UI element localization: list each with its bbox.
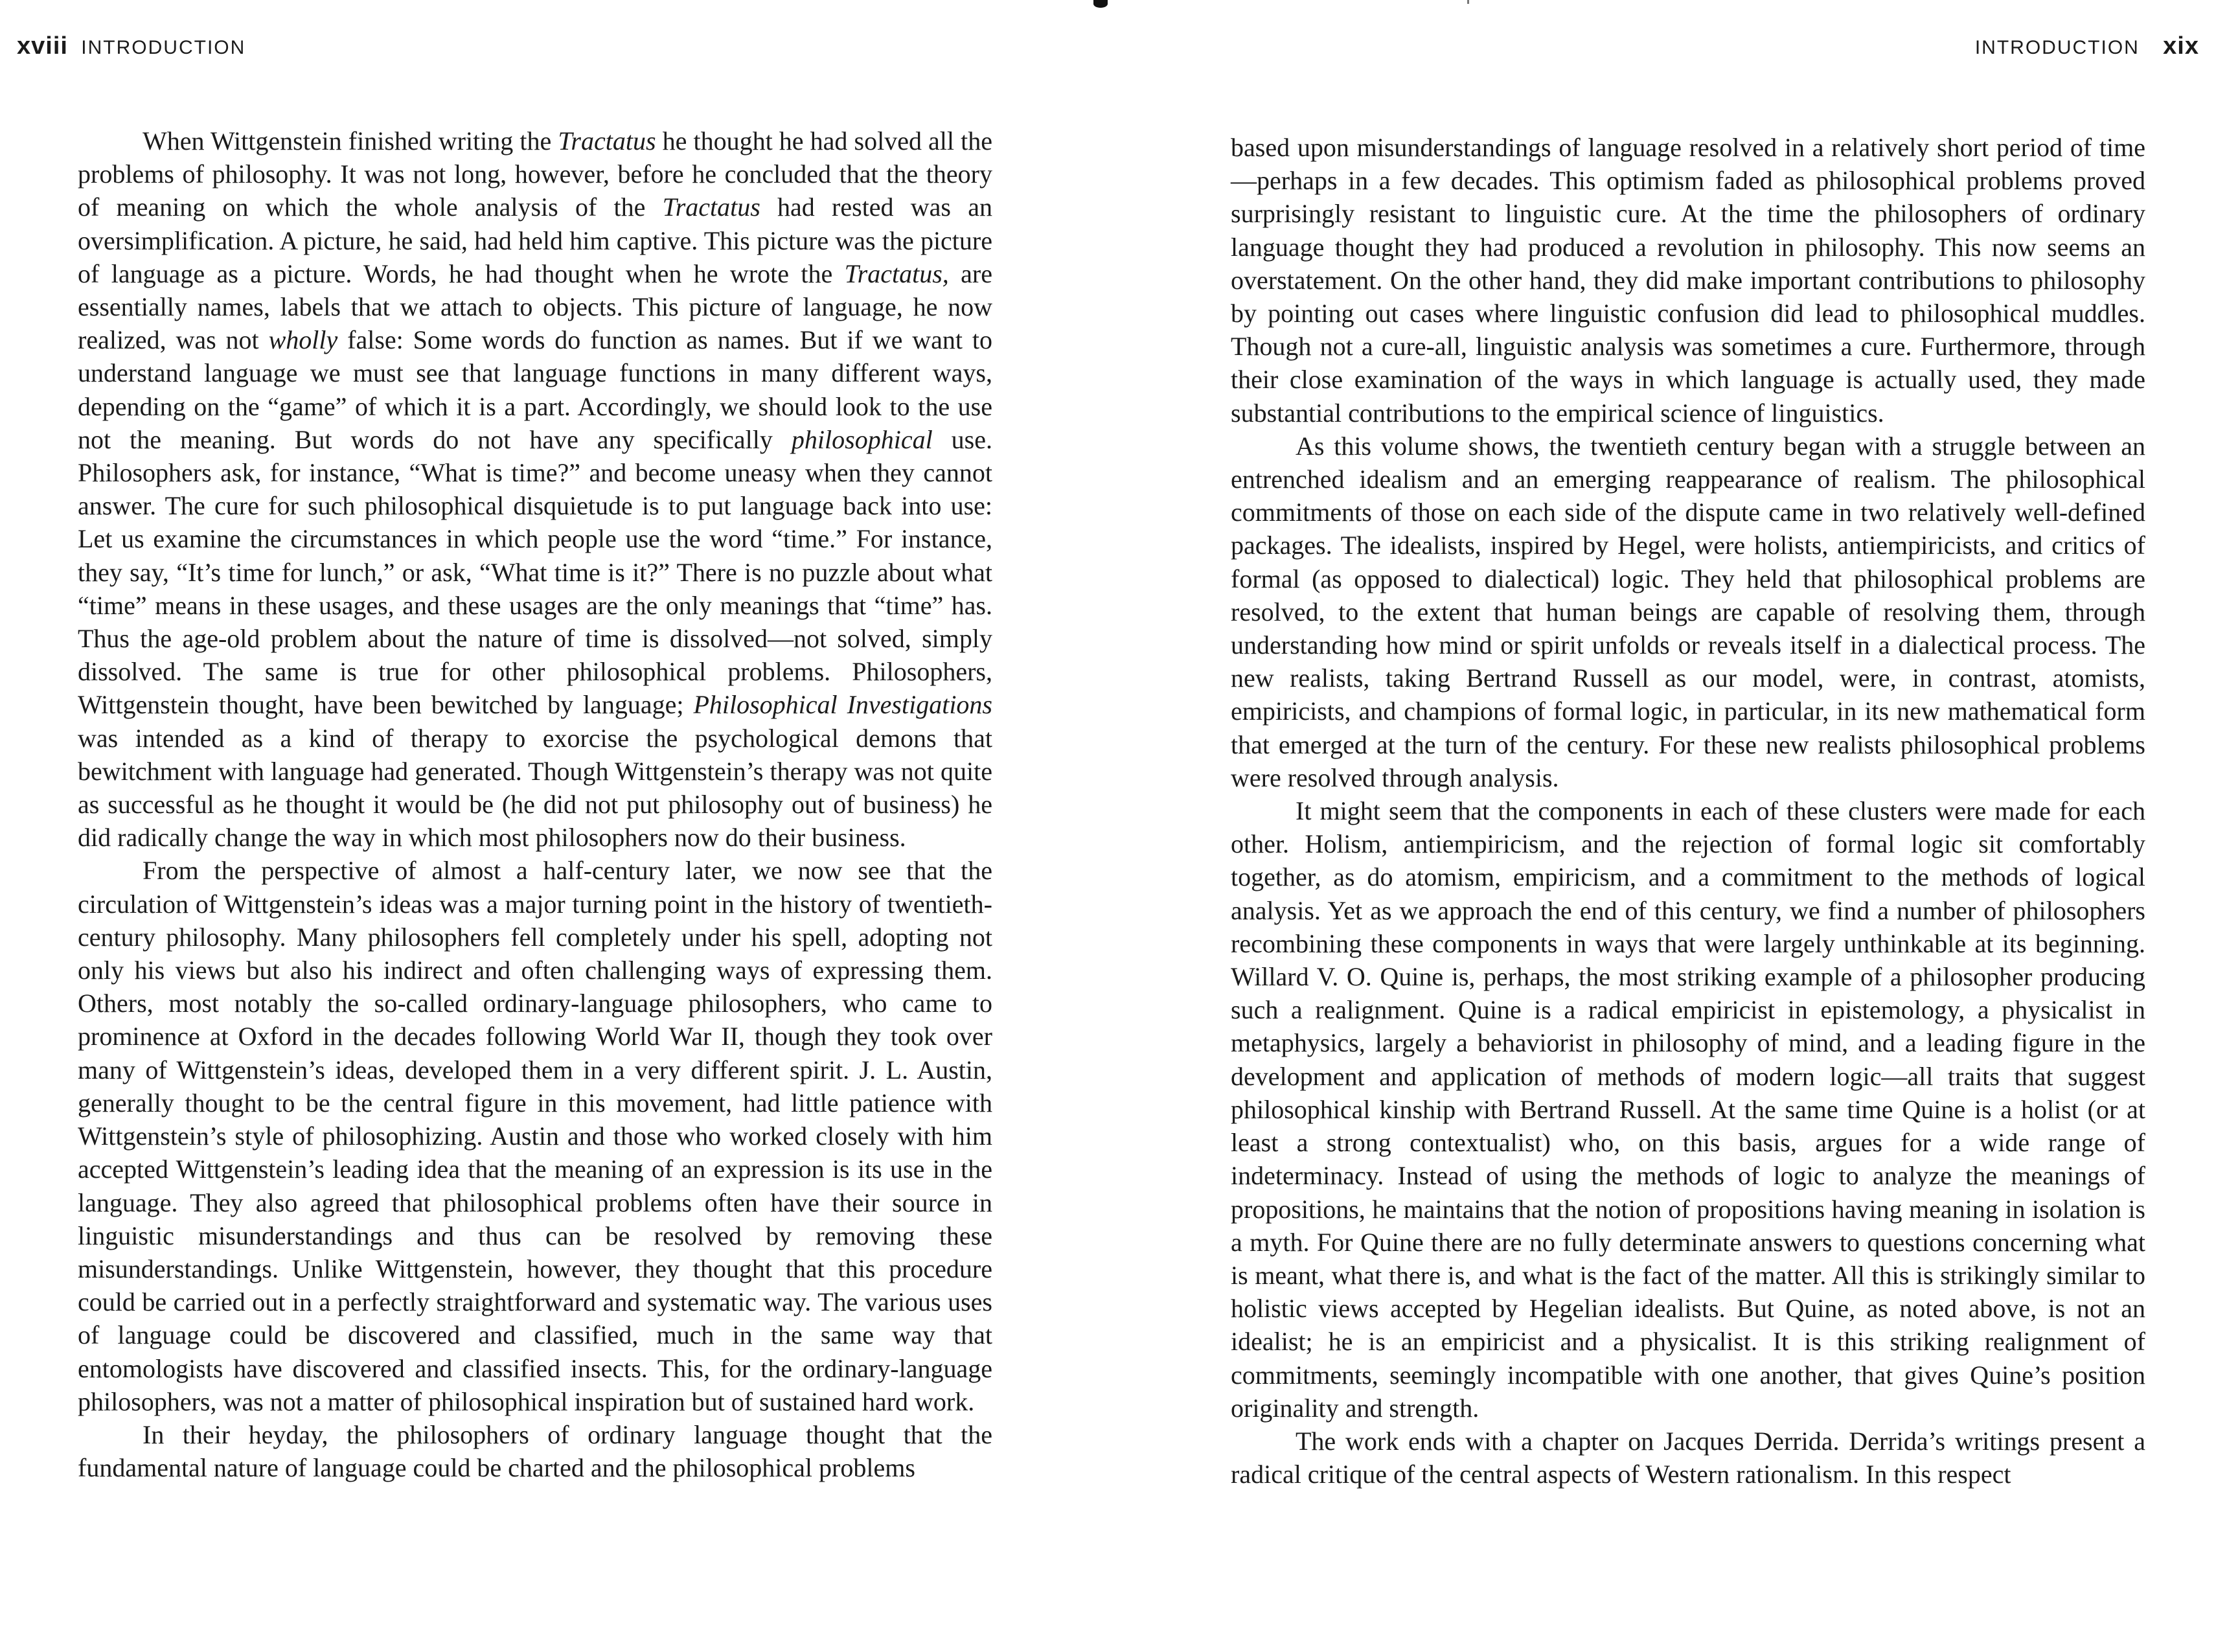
italic-text: philosophical [791, 424, 933, 454]
paragraph [78, 124, 992, 854]
right-page [1108, 0, 2216, 1652]
paragraph [1231, 131, 2145, 430]
text-run: It might seem that the components in each of these clusters were made for each other. Holism, antiempiricism, and the rejection of formal logic sit comfortably together, as do atomism, empiricism, and a commitment to the methods of logical analysis. Yet as we approach the end of this century, we find a number of philosophers recombining these components in ways that were largely unthinkable at its beginning. Willard V. O. Quine is, perhaps, the most striking example of a philosopher producing such a realignment. Quine is a radical empiricist in epistemology, a physicalist in metaphysics, largely a behaviorist in philosophy of mind, and a leading figure in the development and application of methods of modern logic—all traits that suggest philosophical kinship with Bertrand Russell. At the same time Quine is a holist (or at least a strong contextualist) who, on this basis, argues for a wide range of indeterminacy. Instead of using the methods of logic to analyze the meanings of propositions, he maintains that the notion of propositions having meaning in isolation is a myth. For Quine there are no fully determinate answers to questions concerning what is meant, what there is, and what is the fact of the matter. All this is strikingly similar to holistic views accepted by Hegelian idealists. But Quine, as noted above, is not an idealist; he is an empiricist and a physicalist. It is this striking realignment of commitments, seemingly incompatible with one another, that gives Quine’s position originality and strength. [1231, 796, 2145, 1423]
italic-text: Philosophical Investigations [693, 690, 992, 720]
text-run: was intended as a kind of therapy to exorcise the psychological demons that bewitchment with language had generated. Though Wittgenstein’s therapy was not quite as successful as he thought it would be (he did not put philosophy out of business) he did radically change the way in which most philosophers now do their business. [78, 723, 992, 853]
text-run: false: Some words do function as names. But if we want to understand language we must see that language functions in many different ways, depending on the “game” of which it is a part. Accordingly, we should look to the use not the meaning. But words do not have any specifically [78, 325, 992, 454]
text-run: As this volume shows, the twentieth century began with a struggle between an entrenched idealism and an emerging reappearance of realism. The philosophical commitments of those on each side of the dispute came in two relatively well-defined packages. The idealists, inspired by Hegel, were holists, antiempiricists, and critics of formal (as opposed to dialectical) logic. They held that philosophical problems are resolved, to the extent that human beings are capable of resolving them, through understanding how mind or spirit unfolds or reveals itself in a dialectical process. The new realists, taking Bertrand Russell as our model, were, in contrast, atomists, empiricists, and champions of formal logic, in particular, in its new mathematical form that emerged at the turn of the century. For these new realists philosophical problems were resolved through analysis. [1231, 431, 2145, 792]
right-page-number: xix [2163, 32, 2199, 60]
paragraph [1231, 430, 2145, 794]
left-page-number: xviii [17, 32, 68, 60]
text-run: In their heyday, the philosophers of ordinary language thought that the fundamental nature of language could be charted and the philosophical problems [78, 1419, 992, 1483]
text-run: he thought he had solved all the problems of philosophy. It was not long, however, before he concluded that the theory of meaning on which the whole analysis of the [78, 126, 993, 222]
right-page-body [1231, 131, 2145, 1491]
paragraph [1231, 1425, 2145, 1491]
text-run: use. Philosophers ask, for instance, “What is time?” and become uneasy when they cannot answer. The cure for such philosophical disquietude is to put language back into use: Let us examine the circumstances in which people use the word “time.” For instance, they say, “It’s time for lunch,” or ask, “What time is it?” There is no puzzle about what “time” means in these usages, and these usages are the only meanings that “time” has. Thus the age-old problem about the nature of time is dissolved—not solved, simply dissolved. The same is true for other philosophical problems. Philosophers, Wittgenstein thought, have been bewitched by language; [78, 424, 992, 720]
left-running-head-title: INTRODUCTION [81, 37, 246, 58]
text-run: based upon misunderstandings of language resolved in a relatively short period of time—perhaps in a few decades. This optimism faded as philosophical problems proved surprisingly resistant to linguistic cure. At the time the philosophers of ordinary language thought they had produced a revolution in philosophy. This now seems an overstatement. On the other hand, they did make important contributions to philosophy by pointing out cases where linguistic confusion did lead to philosophical muddles. Though not a cure-all, linguistic analysis was sometimes a cure. Furthermore, through their close examination of the ways in which language is actually used, they made substantial contributions to the empirical science of linguistics. [1231, 133, 2145, 428]
text-run: From the perspective of almost a half-century later, we now see that the circulation of Wittgenstein’s ideas was a major turning point in the history of twentieth-century philosophy. Many philosophers fell completely under his spell, adopting not only his views but also his indirect and often challenging ways of expressing them. Others, most notably the so-called ordinary-language philosophers, who came to prominence at Oxford in the decades following World War II, though they took over many of Wittgenstein’s ideas, developed them in a very different spirit. J. L. Austin, generally thought to be the central figure in this movement, had little patience with Wittgenstein’s style of philosophizing. Austin and those who worked closely with him accepted Wittgenstein’s leading idea that the meaning of an expression is its use in the language. They also agreed that philosophical problems often have their source in linguistic misunderstandings and thus can be resolved by removing these misunderstandings. Unlike Wittgenstein, however, they thought that this procedure could be carried out in a perfectly straightforward and systematic way. The various uses of language could be discovered and classified, much in the same way that entomologists have discovered and classified insects. This, for the ordinary-language philosophers, was not a matter of philosophical inspiration but of sustained hard work. [78, 856, 992, 1416]
italic-text: wholly [268, 325, 338, 355]
paragraph [78, 854, 992, 1417]
left-page-body [78, 124, 992, 1484]
paragraph [1231, 794, 2145, 1425]
text-run: When Wittgenstein finished writing the [143, 126, 558, 155]
right-running-head [1975, 32, 2199, 60]
right-running-head-title: INTRODUCTION [1974, 37, 2140, 58]
text-run: had rested was an oversimplification. A picture, he said, had held him captive. This picture was the picture of language as a picture. Words, he had thought when he wrote the [78, 192, 992, 288]
text-run: are essentially names, labels that we attach to objects. This picture of language, he now realized, was not [78, 258, 993, 355]
left-running-head [17, 32, 246, 60]
text-run: The work ends with a chapter on Jacques Derrida. Derrida’s writings present a radical critique of the central aspects of Western rationalism. In this respect [1231, 1426, 2145, 1489]
italic-text: Tractatus [662, 192, 760, 222]
italic-text: Tractatus [558, 126, 656, 155]
paragraph [78, 1418, 992, 1484]
italic-text: Tractatus, [844, 258, 949, 288]
